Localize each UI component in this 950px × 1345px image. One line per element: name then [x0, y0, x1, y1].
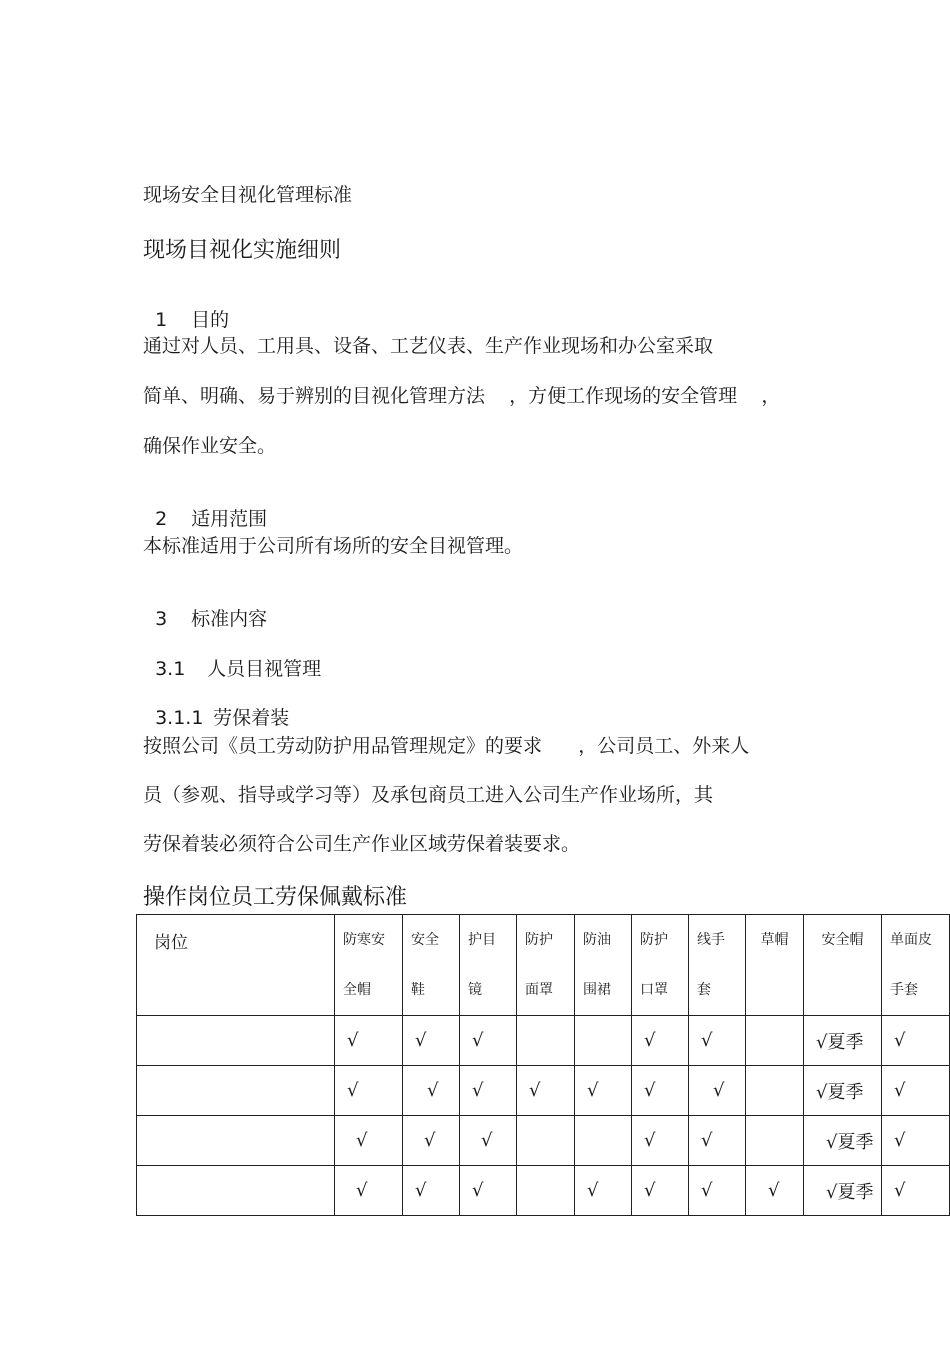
document-title: 现场安全目视化管理标准: [143, 184, 353, 206]
table-cell: [575, 1116, 632, 1166]
table-cell: √: [689, 1166, 746, 1216]
table-cell: √: [632, 1166, 689, 1216]
paragraph-line: 劳保着装必须符合公司生产作业区域劳保着装要求。: [143, 833, 581, 855]
table-row: [137, 1066, 950, 1116]
table-header-row: [137, 915, 950, 1016]
table-cell: √夏季: [804, 1166, 882, 1216]
table-cell: [746, 1066, 804, 1116]
table-cell: √: [403, 1116, 460, 1166]
section-title: 劳保着装: [213, 707, 290, 729]
table-cell: √: [882, 1066, 950, 1116]
header-straw-hat: 草帽: [746, 915, 804, 1016]
table-cell: √: [689, 1116, 746, 1166]
table-title: 操作岗位员工劳保佩戴标准: [143, 885, 408, 910]
header-oil-apron: 防油 围裙: [575, 915, 632, 1016]
table-cell: √: [882, 1016, 950, 1066]
table-row: [137, 1166, 950, 1216]
table-cell: [137, 1016, 335, 1066]
paragraph-line: 员（参观、指导或学习等）及承包商员工进入公司生产作业场所，其: [143, 784, 714, 806]
table-cell: √: [575, 1166, 632, 1216]
section-3-1-heading: [143, 632, 321, 681]
ppe-standard-table: [136, 914, 950, 1216]
paragraph-line: 按照公司《员工劳动防护用品管理规定》的要求 ，公司员工、外来人: [143, 735, 750, 757]
paragraph-line: 确保作业安全。: [143, 435, 277, 457]
section-3-heading: [143, 582, 267, 631]
table-cell: √: [335, 1116, 403, 1166]
table-cell: √: [335, 1166, 403, 1216]
header-safety-shoes: 安全 鞋: [403, 915, 460, 1016]
paragraph-line: 简单、明确、易于辨别的目视化管理方法 ，方便工作现场的安全管理 ，: [143, 385, 781, 407]
table-cell: [517, 1016, 575, 1066]
header-goggles: 护目 镜: [460, 915, 517, 1016]
section-title: 目的: [191, 309, 230, 331]
table-cell: √: [689, 1066, 746, 1116]
header-mask: 防护 口罩: [632, 915, 689, 1016]
table-cell: [575, 1016, 632, 1066]
table-cell: √: [689, 1016, 746, 1066]
section-title: 适用范围: [191, 508, 268, 530]
section-1-heading: [143, 283, 229, 332]
table-cell: √: [403, 1066, 460, 1116]
table-cell: [137, 1116, 335, 1166]
header-face-shield: 防护 面罩: [517, 915, 575, 1016]
table-cell: √: [746, 1166, 804, 1216]
section-number: 2: [155, 508, 168, 530]
table-cell: √: [403, 1166, 460, 1216]
table-cell: [746, 1116, 804, 1166]
table-cell: √: [632, 1066, 689, 1116]
table-cell: √: [632, 1116, 689, 1166]
section-title: 人员目视管理: [207, 658, 322, 680]
header-post: 岗位: [137, 915, 335, 1016]
paragraph-line: 本标准适用于公司所有场所的安全目视管理。: [143, 535, 524, 557]
table-cell: √: [460, 1116, 517, 1166]
table-row: [137, 1116, 950, 1166]
table-cell: [137, 1066, 335, 1116]
table-cell: √夏季: [804, 1066, 882, 1116]
paragraph-line: 通过对人员、工用具、设备、工艺仪表、生产作业现场和办公室采取: [143, 335, 714, 357]
table-cell: [517, 1166, 575, 1216]
table-cell: √: [632, 1016, 689, 1066]
section-2-heading: [143, 482, 267, 531]
table-cell: [746, 1016, 804, 1066]
table-cell: [517, 1116, 575, 1166]
section-3-1-1-heading: [143, 681, 289, 730]
document-subtitle: 现场目视化实施细则: [143, 238, 342, 263]
table-cell: [137, 1166, 335, 1216]
header-leather-gloves: 单面皮 手套: [882, 915, 950, 1016]
section-number: 3.1.1: [155, 707, 204, 729]
table-cell: √夏季: [804, 1116, 882, 1166]
table-cell: √夏季: [804, 1016, 882, 1066]
header-cold-helmet: 防寒安 全帽: [335, 915, 403, 1016]
section-title: 标准内容: [191, 608, 268, 630]
table-cell: √: [335, 1016, 403, 1066]
section-number: 3: [155, 608, 168, 630]
section-number: 1: [155, 309, 168, 331]
table-cell: √: [403, 1016, 460, 1066]
table-row: [137, 1016, 950, 1066]
table-cell: √: [575, 1066, 632, 1116]
table-cell: √: [460, 1016, 517, 1066]
header-safety-helmet: 安全帽: [804, 915, 882, 1016]
table-cell: √: [882, 1166, 950, 1216]
table-cell: √: [882, 1116, 950, 1166]
table-cell: √: [460, 1066, 517, 1116]
table-cell: √: [335, 1066, 403, 1116]
section-number: 3.1: [155, 658, 186, 680]
header-cotton-gloves: 线手 套: [689, 915, 746, 1016]
table-cell: √: [517, 1066, 575, 1116]
table-cell: √: [460, 1166, 517, 1216]
